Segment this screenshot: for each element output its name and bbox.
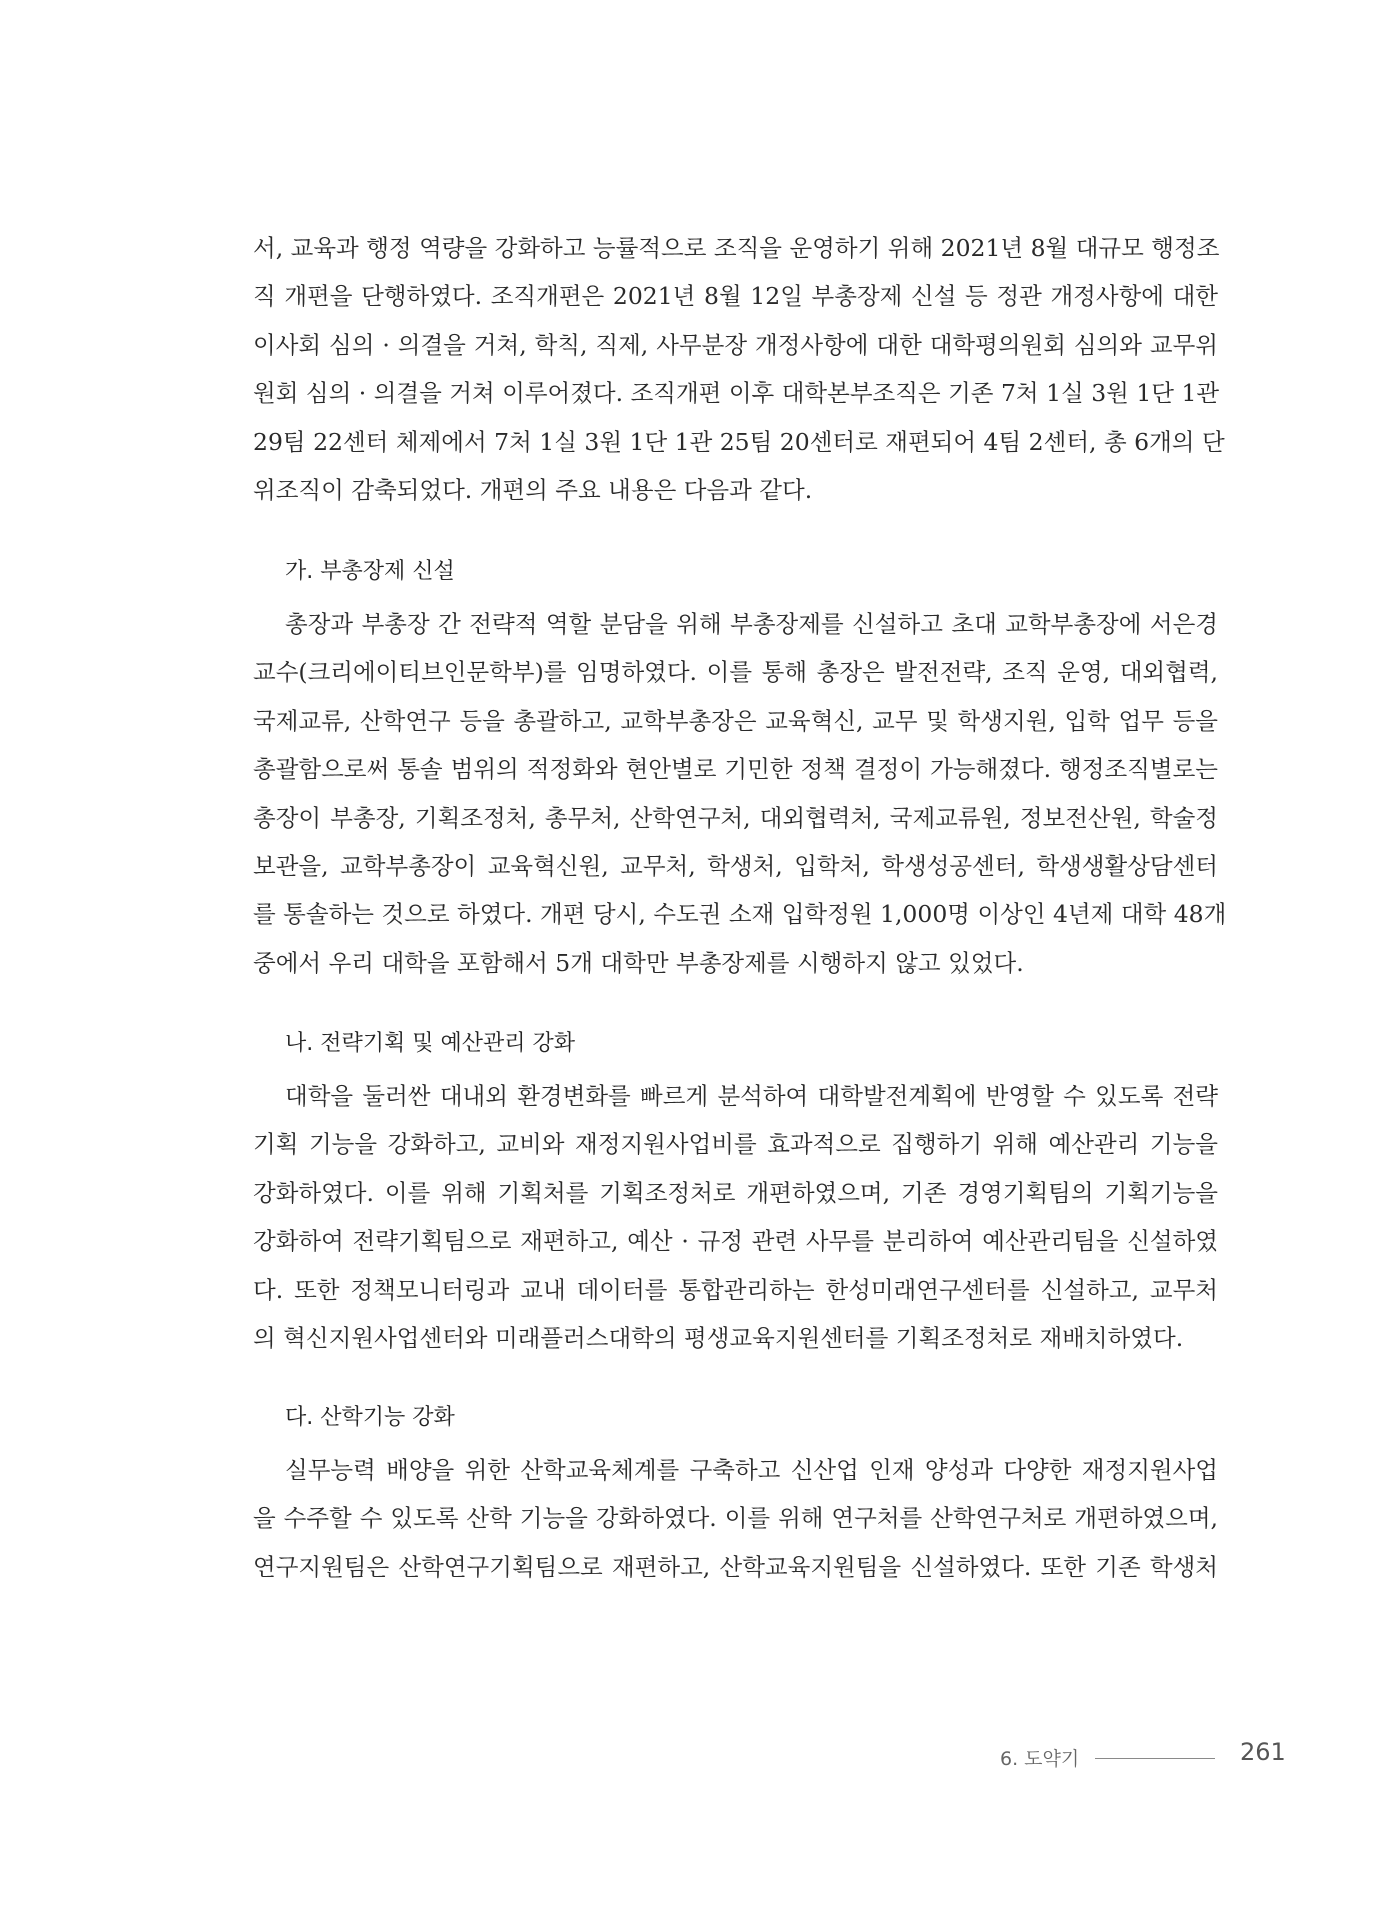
paragraph-line: 총장과 부총장 간 전략적 역할 분담을 위해 부총장제를 신설하고 초대 교학부총장에 서은경 xyxy=(285,610,1218,638)
paragraph-line: 을 수주할 수 있도록 산학 기능을 강화하였다. 이를 위해 연구처를 산학연구처로 개편하였으며, xyxy=(253,1504,1218,1533)
paragraph-line: 총장이 부총장, 기획조정처, 총무처, 산학연구처, 대외협력처, 국제교류원, 정보전산원, 학술정 xyxy=(253,803,1218,832)
section-heading: 다. 산학기능 강화 xyxy=(285,1405,455,1430)
paragraph-line: 강화하였다. 이를 위해 기획처를 기획조정처로 개편하였으며, 기존 경영기획팀의 기획기능을 xyxy=(253,1178,1218,1207)
paragraph-line: 중에서 우리 대학을 포함해서 5개 대학만 부총장제를 시행하지 않고 있었다. xyxy=(253,948,1024,977)
paragraph-line: 29팀 22센터 체제에서 7처 1실 3원 1단 1관 25팀 20센터로 재편되어 4팀 2센터, 총 6개의 단 xyxy=(253,427,1225,456)
intro-paragraph xyxy=(253,224,1225,514)
paragraph-line: 보관을, 교학부총장이 교육혁신원, 교무처, 학생처, 입학처, 학생성공센터, 학생생활상담센터 xyxy=(253,852,1218,881)
paragraph-line: 서, 교육과 행정 역량을 강화하고 능률적으로 조직을 운영하기 위해 2021년 8월 대규모 행정조 xyxy=(253,234,1220,262)
section-paragraph xyxy=(253,1446,1218,1591)
chapter-label: 6. 도약기 xyxy=(1000,1748,1080,1770)
paragraph-line: 연구지원팀은 산학연구기획팀으로 재편하고, 산학교육지원팀을 신설하였다. 또한 기존 학생처 xyxy=(253,1552,1218,1581)
paragraph-line: 위조직이 감축되었다. 개편의 주요 내용은 다음과 같다. xyxy=(253,476,813,505)
footer-rule xyxy=(1095,1758,1215,1759)
paragraph-line: 이사회 심의 · 의결을 거쳐, 학칙, 직제, 사무분장 개정사항에 대한 대학평의원회 심의와 교무위 xyxy=(253,330,1218,359)
paragraph-line: 의 혁신지원사업센터와 미래플러스대학의 평생교육지원센터를 기획조정처로 재배치하였다. xyxy=(253,1324,1184,1353)
page-footer xyxy=(1000,1738,1286,1778)
paragraph-line: 원회 심의 · 의결을 거쳐 이루어졌다. 조직개편 이후 대학본부조직은 기존 7처 1실 3원 1단 1관 xyxy=(253,379,1220,408)
section-paragraph xyxy=(253,600,1227,987)
paragraph-line: 직 개편을 단행하였다. 조직개편은 2021년 8월 12일 부총장제 신설 등 정관 개정사항에 대한 xyxy=(253,282,1218,311)
paragraph-line: 대학을 둘러싼 대내외 환경변화를 빠르게 분석하여 대학발전계획에 반영할 수 있도록 전략 xyxy=(285,1082,1218,1110)
section-heading: 나. 전략기획 및 예산관리 강화 xyxy=(285,1031,575,1056)
paragraph-line: 국제교류, 산학연구 등을 총괄하고, 교학부총장은 교육혁신, 교무 및 학생지원, 입학 업무 등을 xyxy=(253,706,1218,735)
paragraph-line: 총괄함으로써 통솔 범위의 적정화와 현안별로 기민한 정책 결정이 가능해졌다. 행정조직별로는 xyxy=(253,755,1218,784)
paragraph-line: 다. 또한 정책모니터링과 교내 데이터를 통합관리하는 한성미래연구센터를 신설하고, 교무처 xyxy=(253,1275,1218,1304)
page-number: 261 xyxy=(1240,1738,1286,1766)
paragraph-line: 강화하여 전략기획팀으로 재편하고, 예산 · 규정 관련 사무를 분리하여 예산관리팀을 신설하였 xyxy=(253,1227,1218,1256)
section-paragraph xyxy=(253,1072,1218,1362)
paragraph-line: 를 통솔하는 것으로 하였다. 개편 당시, 수도권 소재 입학정원 1,000명 이상인 4년제 대학 48개 xyxy=(253,900,1227,929)
section-heading: 가. 부총장제 신설 xyxy=(285,559,455,584)
paragraph-line: 기획 기능을 강화하고, 교비와 재정지원사업비를 효과적으로 집행하기 위해 예산관리 기능을 xyxy=(253,1130,1218,1159)
paragraph-line: 실무능력 배양을 위한 산학교육체계를 구축하고 신산업 인재 양성과 다양한 재정지원사업 xyxy=(285,1456,1218,1484)
paragraph-line: 교수(크리에이티브인문학부)를 임명하였다. 이를 통해 총장은 발전전략, 조직 운영, 대외협력, xyxy=(253,658,1218,687)
